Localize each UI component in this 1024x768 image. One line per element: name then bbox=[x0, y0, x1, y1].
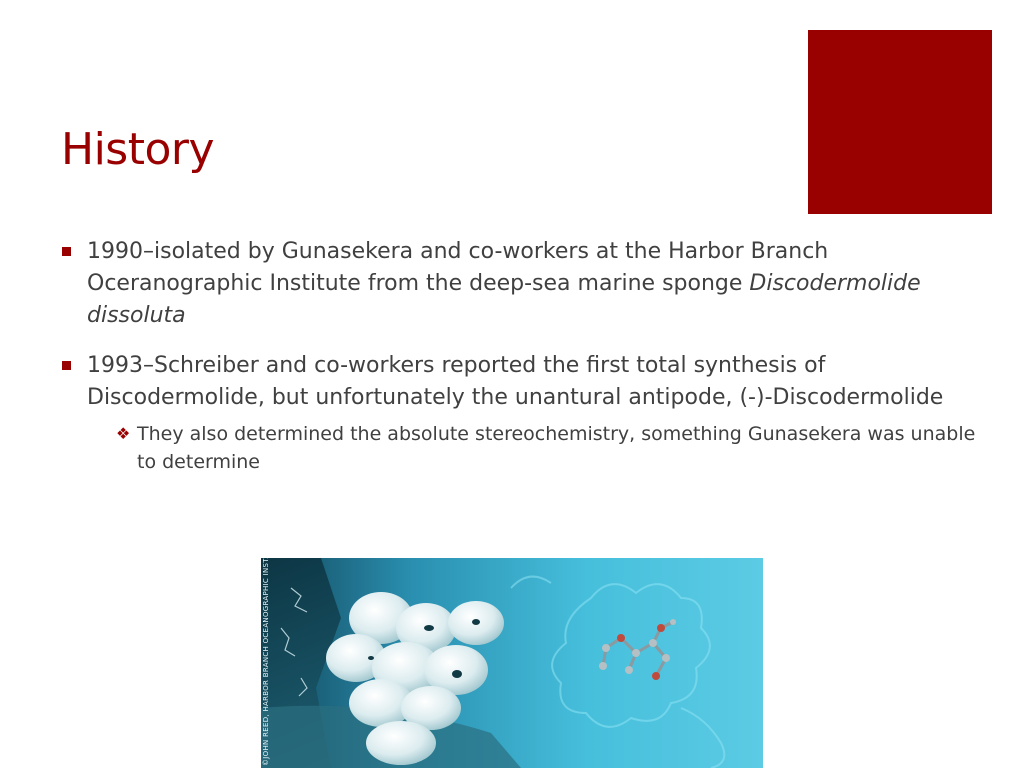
bullet-text: 1993–Schreiber and co-workers reported the first total synthesis of Discodermolide, but unfortunately the unantural antipode, (-)-Discodermolide bbox=[87, 353, 944, 410]
slide-title: History bbox=[61, 124, 215, 175]
bullet-list bbox=[62, 236, 992, 494]
square-bullet-icon bbox=[62, 247, 71, 256]
sea-sponge-photo bbox=[261, 558, 763, 768]
accent-square bbox=[808, 30, 992, 214]
square-bullet-icon bbox=[62, 361, 71, 370]
sponge-illustration bbox=[261, 558, 763, 768]
bullet-1993 bbox=[62, 350, 992, 476]
sub-bullet-stereochemistry bbox=[112, 420, 992, 476]
photo-credit: ©JOHN REED, HARBOR BRANCH OCEANOGRAPHIC INST. bbox=[262, 556, 270, 766]
sub-bullet-text: They also determined the absolute stereochemistry, something Gunasekera was unable to determine bbox=[137, 423, 976, 473]
bullet-1990 bbox=[62, 236, 992, 332]
species-name: Discodermolide dissoluta bbox=[87, 271, 921, 328]
bullet-text: 1990–isolated by Gunasekera and co-workers at the Harbor Branch Oceranographic Institute from the deep-sea marine sponge bbox=[87, 239, 829, 296]
diamond-bullet-icon: ❖ bbox=[116, 424, 131, 443]
